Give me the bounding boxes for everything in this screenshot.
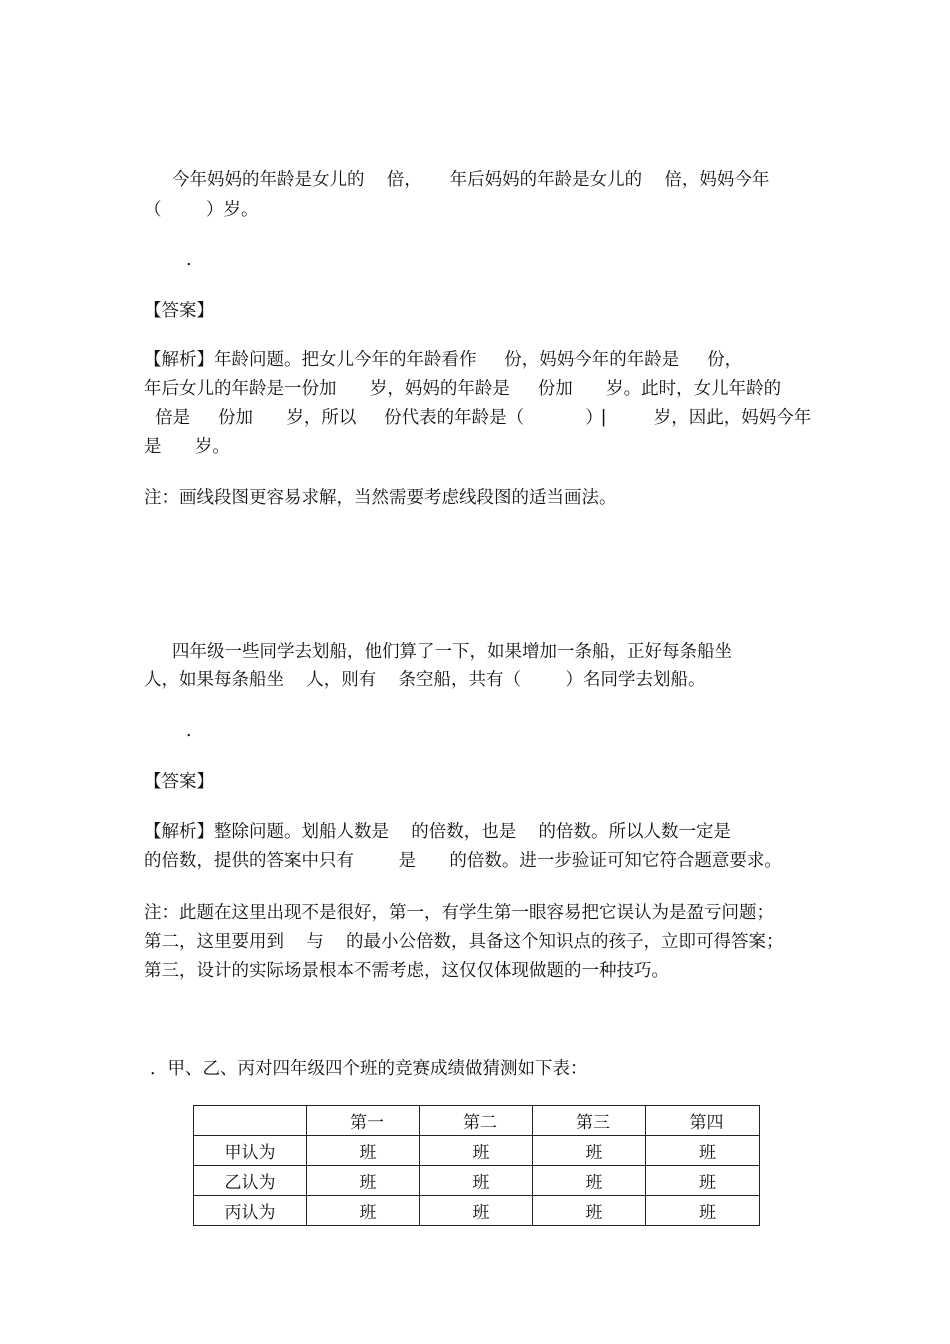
q2-answer-label: 【答案】 xyxy=(144,772,214,792)
q1-analysis-line1: 【解析】年龄问题。把女儿今年的年龄看作 份，妈妈今年的年龄是 份， xyxy=(144,350,743,370)
q1-analysis-line4: 是 岁。 xyxy=(144,437,230,457)
q1-options-dot: . xyxy=(186,250,192,270)
q1-stem-line2: （ ）岁。 xyxy=(144,200,259,220)
q2-stem-line1: 四年级一些同学去划船，他们算了一下，如果增加一条船，正好每条船坐 xyxy=(172,642,732,662)
table-cell: 班 xyxy=(307,1166,420,1196)
q1-note: 注：画线段图更容易求解，当然需要考虑线段图的适当画法。 xyxy=(144,488,617,508)
q1-analysis-line3: 倍是 份加 岁，所以 份代表的年龄是（ ）⎸ 岁，因此，妈妈今年 xyxy=(144,408,812,428)
table-header-cell: 第一 xyxy=(307,1106,420,1136)
q2-analysis-line1: 【解析】整除问题。划船人数是 的倍数，也是 的倍数。所以人数一定是 xyxy=(144,822,731,842)
table-row xyxy=(194,1166,760,1196)
table-cell: 班 xyxy=(420,1196,533,1226)
q3-stem: ．甲、乙、丙对四年级四个班的竞赛成绩做猜测如下表： xyxy=(150,1059,588,1079)
table-header-cell xyxy=(194,1106,307,1136)
table-cell: 班 xyxy=(420,1136,533,1166)
table-cell: 班 xyxy=(533,1196,646,1226)
q1-analysis-line2: 年后女儿的年龄是一份加 岁，妈妈的年龄是 份加 岁。此时，女儿年龄的 xyxy=(144,379,782,399)
q2-note-line3: 第三，设计的实际场景根本不需考虑，这仅仅体现做题的一种技巧。 xyxy=(144,961,669,981)
table-cell: 班 xyxy=(533,1166,646,1196)
table-cell: 班 xyxy=(646,1196,760,1226)
table-cell: 班 xyxy=(420,1166,533,1196)
table-row-label: 甲认为 xyxy=(194,1136,307,1166)
table-cell: 班 xyxy=(533,1136,646,1166)
q2-note-line2: 第二，这里要用到 与 的最小公倍数，具备这个知识点的孩子，立即可得答案； xyxy=(144,932,784,952)
q2-stem-line2: 人，如果每条船坐 人，则有 条空船，共有（ ）名同学去划船。 xyxy=(144,670,706,690)
q2-options-dot: . xyxy=(186,721,192,741)
q1-answer-label: 【答案】 xyxy=(144,301,214,321)
table-cell: 班 xyxy=(307,1136,420,1166)
table-header-row xyxy=(194,1106,760,1136)
table-row-label: 乙认为 xyxy=(194,1166,307,1196)
table-cell: 班 xyxy=(307,1196,420,1226)
table-cell: 班 xyxy=(646,1166,760,1196)
table-row-label: 丙认为 xyxy=(194,1196,307,1226)
q2-analysis-line2: 的倍数，提供的答案中只有 是 的倍数。进一步验证可知它符合题意要求。 xyxy=(144,851,782,871)
table-header-cell: 第三 xyxy=(533,1106,646,1136)
table-cell: 班 xyxy=(646,1136,760,1166)
q2-note-line1: 注：此题在这里出现不是很好，第一，有学生第一眼容易把它误认为是盈亏问题； xyxy=(144,903,774,923)
table-header-cell: 第四 xyxy=(646,1106,760,1136)
table-row xyxy=(194,1196,760,1226)
q1-stem-line1: 今年妈妈的年龄是女儿的 倍， 年后妈妈的年龄是女儿的 倍，妈妈今年 xyxy=(172,170,770,190)
table-header-cell: 第二 xyxy=(420,1106,533,1136)
guess-table xyxy=(193,1105,760,1226)
table-row xyxy=(194,1136,760,1166)
